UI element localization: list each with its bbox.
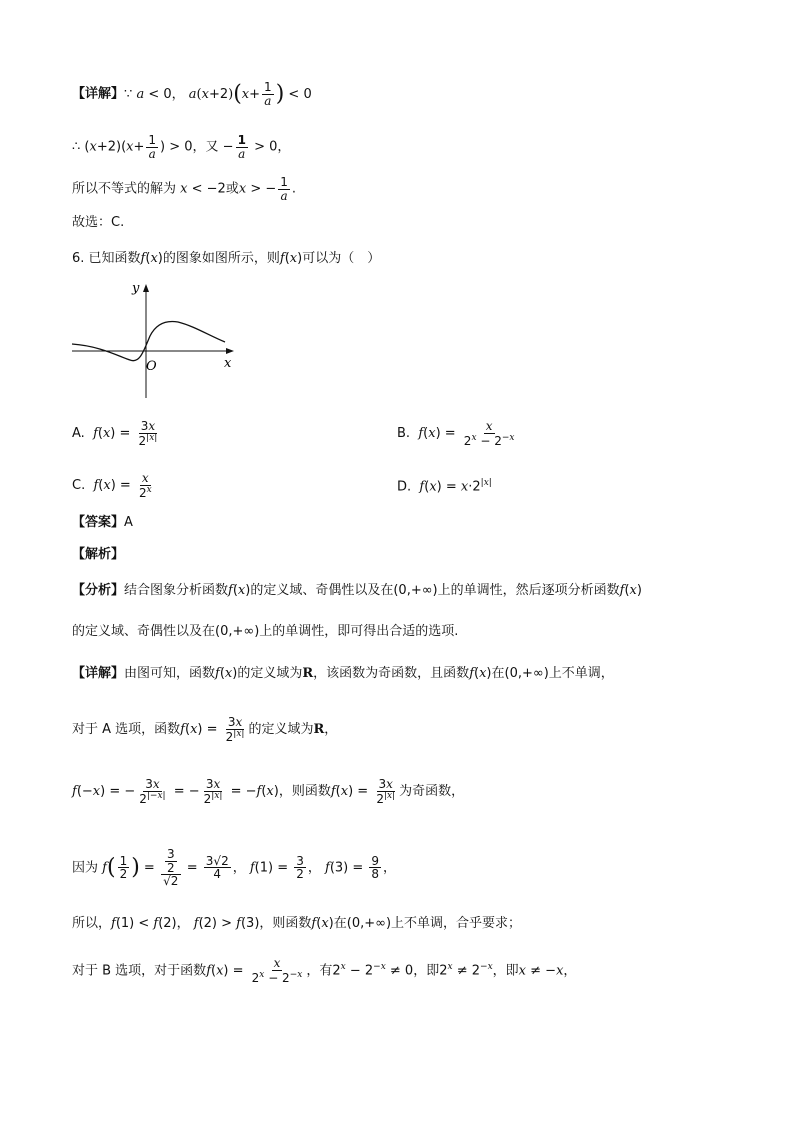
detail-tag: 【详解】 xyxy=(72,86,125,102)
because-line: 因为 f( $\frac{1}{2}$ ) = $\frac{\frac{3}{2}}{√2}$ = $\frac{3√2}{4}$ ， f(1) = $\frac{3}{2}$ ， f(3) = $\frac{9}{8}$ ， xyxy=(72,847,397,889)
detail-line-2: ∴ (x+2)(x+ $\frac{1}{a}$ ) > 0，又 − $\frac{1}{a}$ > 0， xyxy=(72,133,291,161)
question-text-2: 的图象如图所示，则 xyxy=(162,251,280,266)
fenxi-line-2: 的定义域、奇偶性以及在(0,+∞)上的单调性，即可得出合适的选项. xyxy=(72,624,459,639)
odd-text-2: 为奇函数， xyxy=(399,784,465,800)
fenxi-text-5: 上的单调性，即可得出合适的选项. xyxy=(259,624,459,639)
detail2-text-2: 的定义域为 xyxy=(237,666,303,681)
detail2-text-1: 由图可知，函数 xyxy=(124,666,216,681)
opt-a-text-3: ， xyxy=(324,722,338,738)
answer-value: A xyxy=(124,515,133,530)
detail2-line: 【详解】由图可知，函数f(x)的定义域为R，该函数为奇函数，且函数f(x)在(0,+∞)上不单调， xyxy=(72,666,614,681)
fenxi-text-1: 结合图象分析函数 xyxy=(124,583,229,598)
fenxi-text-2: 的定义域、奇偶性以及在 xyxy=(250,583,394,598)
answer-line xyxy=(72,513,133,533)
option-c[interactable]: C. f(x) = $\frac{x}{2^x}$ xyxy=(72,471,152,500)
so-text-2: ，则函数 xyxy=(259,916,312,931)
detail2-tag: 【详解】 xyxy=(72,666,125,681)
odd-function-line: f(−x) = − $\frac{3x}{2^{|-x|}}$ = − $\frac{3x}{2^{|x|}}$ = −f(x)，则函数f(x) = $\frac{3x}{2^{|x|}}$ 为奇函数， xyxy=(72,777,465,806)
or-text: 或 xyxy=(225,181,239,197)
option-c-label: C. xyxy=(72,478,86,494)
detail-line-3: 所以不等式的解为 x < −2或x > − $\frac{1}{a}$ . xyxy=(72,175,297,203)
opt-b-text-4: ，即 xyxy=(492,963,519,979)
option-a-analysis: 对于 A 选项，函数f(x) = $\frac{3x}{2^{|x|}}$ 的定义域为R， xyxy=(72,715,338,744)
so-text-3: 在 xyxy=(333,916,347,931)
so-line: 所以，f(1) < f(2)， f(2) > f(3)，则函数f(x)在(0,+∞)上不单调，合乎要求； xyxy=(72,916,522,931)
opt-a-text-1: 对于 A 选项，函数 xyxy=(72,722,181,738)
y-label: y xyxy=(132,281,140,296)
opt-b-text-2: ，有 xyxy=(306,963,333,979)
period: . xyxy=(291,181,297,197)
opt-b-text-3: ，即 xyxy=(413,963,440,979)
x-axis-arrow xyxy=(226,348,234,354)
option-a-label: A. xyxy=(72,426,85,442)
analysis-tag: 【解析】 xyxy=(72,547,125,562)
detail2-text-3: ，该函数为奇函数，且函数 xyxy=(313,666,470,681)
fenxi-text-3: 上的单调性，然后逐项分析函数 xyxy=(437,583,620,598)
fenxi-line-1: 【分析】结合图象分析函数f(x)的定义域、奇偶性以及在(0,+∞)上的单调性，然后逐项分析函数f(x) xyxy=(72,583,642,598)
detail2-text-4: 在 xyxy=(491,666,505,681)
so-text-4: 上不单调，合乎要求； xyxy=(391,916,522,931)
option-b-analysis: 对于 B 选项，对于函数f(x) = $\frac{x}{2^x - 2^{-x}}$ ，有$2^x - 2^{-x} \ne 0$，即$2^x \ne 2^{-x}$，即x ≠ −x， xyxy=(72,956,577,985)
x-label: x xyxy=(224,356,232,371)
option-b[interactable]: B. f(x) = $\frac{x}{2^x - 2^{-x}}$ xyxy=(397,419,515,448)
formula-condition: ∵ a < 0， a(x+2)(x+ $\frac{1}{a}$ ) < 0 xyxy=(124,80,312,108)
origin-label: O xyxy=(146,359,157,374)
fenxi-text-4: 的定义域、奇偶性以及在 xyxy=(72,624,216,639)
curve xyxy=(72,322,225,361)
solution-prefix: 所以不等式的解为 xyxy=(72,181,177,197)
detail-line-1 xyxy=(72,81,312,107)
opt-b-text-1: 对于 B 选项，对于函数 xyxy=(72,963,207,979)
option-d[interactable]: D. $f(x) = x\cdot 2^{|x|}$ xyxy=(397,478,492,495)
analysis-line xyxy=(72,545,124,565)
opt-a-text-2: 的定义域为 xyxy=(248,722,314,738)
answer-choice-line: 故选：C. xyxy=(72,215,125,230)
option-a[interactable]: A. f(x) = $\frac{3x}{2^{|x|}}$ xyxy=(72,419,158,448)
answer-tag: 【答案】 xyxy=(72,515,125,530)
because-text: 因为 xyxy=(72,860,99,876)
fenxi-tag: 【分析】 xyxy=(72,583,125,598)
question-6: 6. 已知函数f(x)的图象如图所示，则f(x)可以为（ ） xyxy=(72,251,381,266)
function-graph xyxy=(70,280,240,400)
question-text-3: 可以为（ ） xyxy=(302,251,381,266)
y-axis-arrow xyxy=(143,284,149,292)
option-d-label: D. xyxy=(397,479,412,495)
detail2-text-5: 上不单调， xyxy=(548,666,614,681)
option-b-label: B. xyxy=(397,426,411,442)
odd-text-1: ，则函数 xyxy=(278,784,331,800)
so-text-1: 所以， xyxy=(72,916,112,931)
question-text-1: 6. 已知函数 xyxy=(72,251,141,266)
